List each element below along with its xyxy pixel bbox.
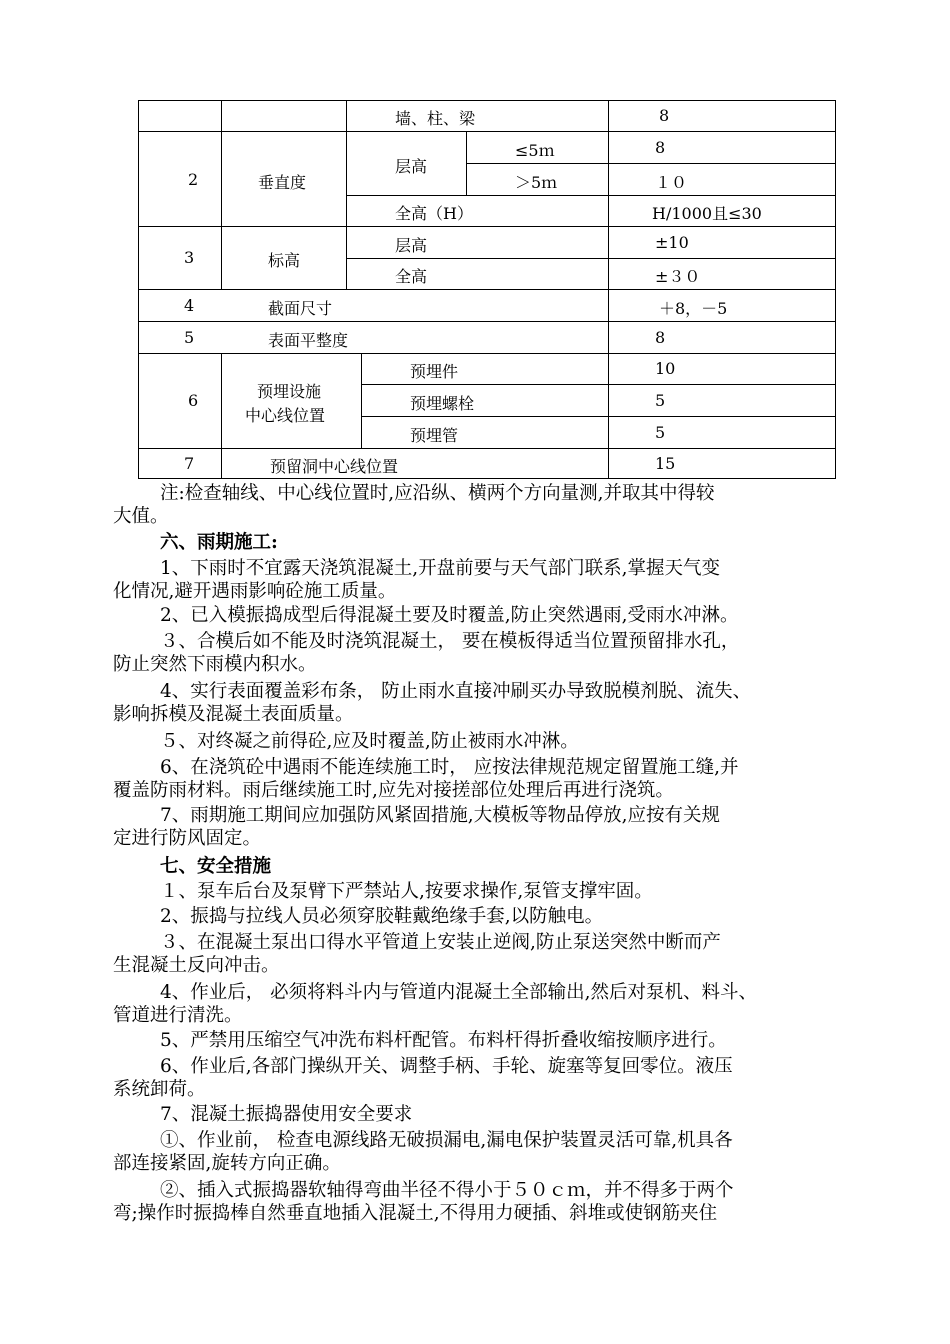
paragraph: ①、作业前， 检查电源线路无破损漏电,漏电保护装置灵活可靠,机具各 [160,1130,733,1151]
cell-value: H/1000且≤30 [652,204,762,223]
paragraph: ５、对终凝之前得砼,应及时覆盖,防止被雨水冲淋。 [160,731,579,752]
cell-no: 3 [184,248,195,267]
cell-no: 4 [184,296,195,315]
cell-value: １０ [655,173,688,192]
cell-subitem: 预埋管 [410,426,459,445]
cell-subitem: 层高 [395,157,428,176]
paragraph: ３、在混凝土泵出口得水平管道上安装止逆阀,防止泵送突然中断而产 [160,932,721,953]
paragraph-cont: 部连接紧固,旋转方向正确。 [113,1153,341,1174]
paragraph-cont: 防止突然下雨模内积水。 [113,654,317,675]
cell-item: 标高 [268,251,301,270]
cell-value: ±10 [655,233,689,252]
paragraph: 6、在浇筑砼中遇雨不能连续施工时， 应按法律规范规定留置施工缝,并 [160,757,739,778]
paragraph: ②、插入式振捣器软轴得弯曲半径不得小于５０ｃｍ，并不得多于两个 [160,1180,734,1201]
cell-value: 5 [655,391,666,410]
cell-condition: ≤5ｍ [515,141,555,160]
cell-subitem: 层高 [395,236,428,255]
cell-value: 8 [655,328,666,347]
paragraph: 7、混凝土振捣器使用安全要求 [160,1104,413,1125]
paragraph-cont: 生混凝土反向冲击。 [113,955,280,976]
cell-item: 垂直度 [258,173,307,192]
paragraph: １、泵车后台及泵臂下严禁站人,按要求操作,泵管支撑牢固。 [160,881,653,902]
cell-value: 10 [655,359,676,378]
cell-value: 5 [655,423,666,442]
cell-subitem: 全高（H） [395,204,473,223]
paragraph-cont: 覆盖防雨材料。雨后继续施工时,应先对接搓部位处理后再进行浇筑。 [113,780,674,801]
note: 注:检查轴线、中心线位置时,应沿纵、横两个方向量测,并取其中得较 [160,483,715,504]
cell-value: 8 [659,106,670,125]
paragraph-cont: 影响拆模及混凝土表面质量。 [113,704,354,725]
section-heading-safety: 七、安全措施 [160,856,272,877]
cell-value: 8 [655,138,666,157]
paragraph-cont: 系统卸荷。 [113,1079,206,1100]
paragraph: 1、下雨时不宜露天浇筑混凝土,开盘前要与天气部门联系,掌握天气变 [160,558,721,579]
cell-condition: ＞5ｍ [515,173,558,192]
paragraph-cont: 化情况,避开遇雨影响砼施工质量。 [113,581,397,602]
cell-value: ±３０ [655,267,701,286]
cell-subitem: 全高 [395,267,428,286]
paragraph-cont: 弯;操作时振捣棒自然垂直地插入混凝土,不得用力硬插、斜堆或使钢筋夹住 [113,1203,718,1224]
cell-no: 6 [188,391,199,410]
paragraph: 6、作业后,各部门操纵开关、调整手柄、手轮、旋塞等复回零位。液压 [160,1056,733,1077]
section-heading-rain: 六、雨期施工: [160,532,278,553]
paragraph: 4、作业后， 必须将料斗内与管道内混凝土全部输出,然后对泵机、料斗、 [160,982,758,1003]
paragraph: 2、振捣与拉线人员必须穿胶鞋戴绝缘手套,以防触电。 [160,906,604,927]
cell-item: 墙、柱、梁 [395,109,476,128]
cell-item: 预埋设施 [257,382,322,401]
cell-item: 截面尺寸 [268,299,333,318]
cell-no: 5 [184,328,195,347]
cell-no: 2 [188,170,199,189]
cell-item: 中心线位置 [245,406,326,425]
cell-subitem: 预埋件 [410,362,459,381]
paragraph-cont: 管道进行清洗。 [113,1005,243,1026]
cell-no: 7 [184,454,195,473]
cell-value: 15 [655,454,676,473]
paragraph-cont: 定进行防风固定。 [113,828,262,849]
paragraph: 7、雨期施工期间应加强防风紧固措施,大模板等物品停放,应按有关规 [160,805,721,826]
cell-item: 预留洞中心线位置 [270,457,399,476]
cell-item: 表面平整度 [268,331,349,350]
paragraph: 4、实行表面覆盖彩布条， 防止雨水直接冲刷买办导致脱模剂脱、流失、 [160,681,752,702]
note-cont: 大值。 [113,506,169,527]
cell-value: ＋8，－5 [659,299,728,318]
paragraph: ３、合模后如不能及时浇筑混凝土， 要在模板得适当位置预留排水孔， [160,631,740,652]
paragraph: 2、已入模振捣成型后得混凝土要及时覆盖,防止突然遇雨,受雨水冲淋。 [160,605,739,626]
paragraph: 5、严禁用压缩空气冲洗布料杆配管。布料杆得折叠收缩按顺序进行。 [160,1030,727,1051]
cell-subitem: 预埋螺栓 [410,394,475,413]
